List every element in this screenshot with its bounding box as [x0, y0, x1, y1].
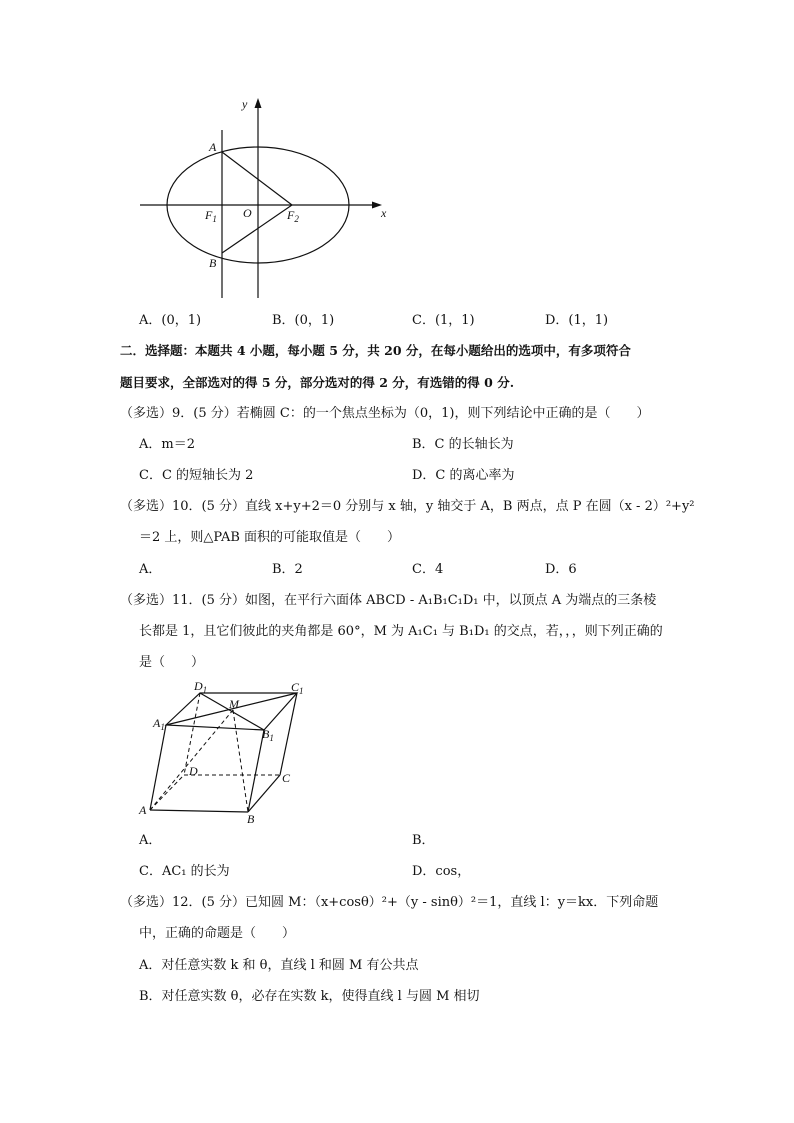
- q9-stem: （多选）9．(5 分）若椭圆 C：的一个焦点坐标为（0，1)，则下列结论中正确的是（ ）: [120, 406, 650, 421]
- q9-option-d: D．C 的离心率为: [412, 468, 515, 483]
- label-B1: $B_1$: [262, 727, 274, 743]
- label-B: B: [247, 812, 255, 826]
- label-A1: $A_1$: [153, 716, 165, 732]
- label-B: B: [209, 256, 217, 270]
- edge-AA1: [150, 725, 166, 810]
- q11-option-a: A．: [139, 833, 162, 848]
- q8-option-b: B．(0，1): [272, 313, 335, 328]
- q10-stem-line2: ＝2 上，则△PAB 面积的可能取值是（ ）: [139, 530, 401, 545]
- q8-option-a: A．(0，1): [139, 313, 202, 328]
- q10-option-d: D．6: [545, 562, 577, 577]
- label-F2: $F_2$: [287, 208, 299, 224]
- q8-option-c: C．(1，1): [412, 313, 475, 328]
- q9-option-c: C．C 的短轴长为 2: [139, 468, 254, 483]
- label-F1: $F_1$: [205, 208, 217, 224]
- q10-stem-line1: （多选）10．(5 分）直线 x+y+2＝0 分别与 x 轴，y 轴交于 A，B 两点，点 P 在圆（x - 2）²+y²: [120, 499, 695, 514]
- edge-BC: [248, 775, 280, 812]
- q9-option-a: A．m＝2: [139, 437, 195, 452]
- q11-option-d: D．cos，: [412, 864, 471, 879]
- q10-option-a: A．: [139, 562, 162, 577]
- label-y: y: [242, 97, 248, 111]
- q10-option-b: B．2: [272, 562, 303, 577]
- q11-option-c: C．AC₁ 的长为: [139, 864, 230, 879]
- section2-header-line1: 二．选择题：本题共 4 小题，每小题 5 分，共 20 分，在每小题给出的选项中，有多项符合: [120, 343, 631, 358]
- edge-CC1: [280, 693, 297, 775]
- segment-MB: [233, 710, 248, 812]
- label-D1: $D_1$: [194, 679, 208, 695]
- label-C: C: [282, 771, 291, 785]
- q11-option-b: B．: [412, 833, 435, 848]
- section2-header-line2: 题目要求，全部选对的得 5 分，部分选对的得 2 分，有选错的得 0 分.: [120, 375, 515, 390]
- q11-stem-line1: （多选）11．(5 分）如图，在平行六面体 ABCD - A₁B₁C₁D₁ 中，以顶点 A 为端点的三条棱: [120, 593, 657, 608]
- q12-stem-line2: 中，正确的命题是（ ）: [139, 926, 296, 941]
- q12-stem-line1: （多选）12．(5 分）已知圆 M：（x+cosθ）²+（y - sinθ）²＝1，直线 l：y＝kx．下列命题: [120, 895, 659, 910]
- label-M: M: [229, 697, 239, 711]
- label-A: A: [209, 140, 217, 154]
- q10-option-c: C．4: [412, 562, 444, 577]
- q9-option-b: B．C 的长轴长为: [412, 437, 514, 452]
- q8-option-d: D．(1，1): [545, 313, 609, 328]
- label-x: x: [381, 206, 387, 220]
- label-C1: $C_1$: [291, 680, 304, 696]
- label-O: O: [243, 206, 252, 220]
- q12-option-b: B．对任意实数 θ，必存在实数 k，使得直线 l 与圆 M 相切: [139, 989, 480, 1004]
- q12-option-a: A．对任意实数 k 和 θ，直线 l 和圆 M 有公共点: [139, 958, 419, 973]
- edge-BB1: [248, 730, 264, 812]
- q11-stem-line3: 是（ ）: [139, 655, 205, 670]
- label-D: D: [189, 764, 198, 778]
- label-A: A: [139, 803, 147, 817]
- edge-AB: [150, 810, 248, 812]
- q11-stem-line2: 长都是 1，且它们彼此的夹角都是 60°，M 为 A₁C₁ 与 B₁D₁ 的交点，若，，，则下列正确的: [139, 624, 663, 639]
